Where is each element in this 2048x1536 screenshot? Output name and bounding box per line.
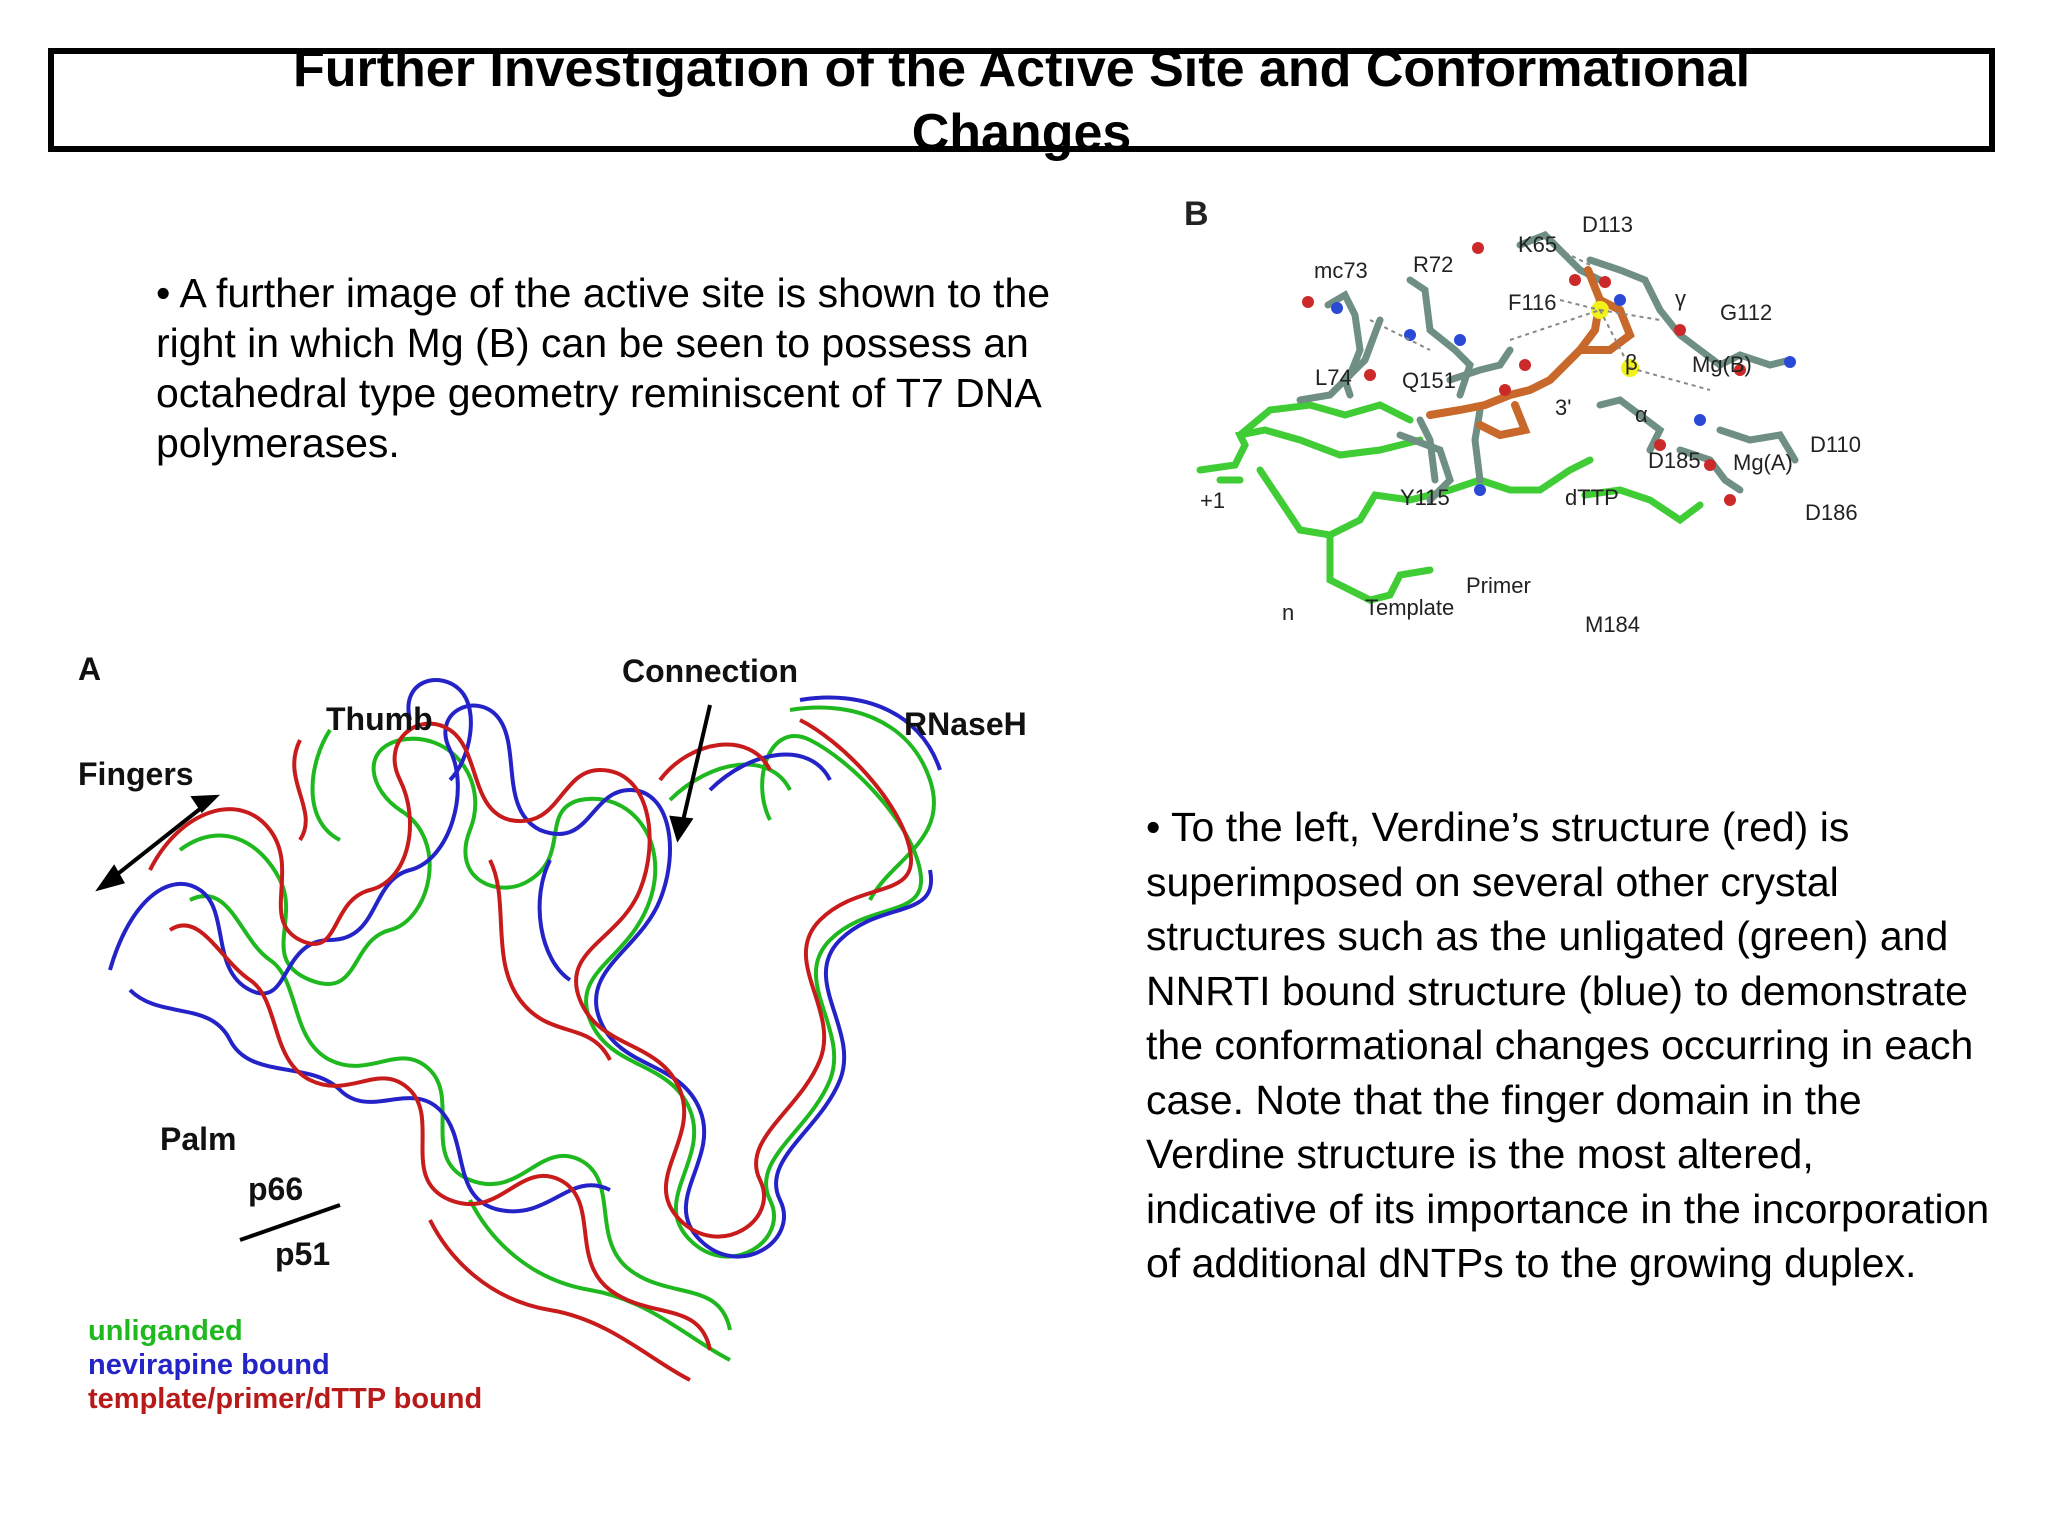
active-site-figure	[1180, 190, 1880, 660]
label-rnaseh: RNaseH	[904, 706, 1027, 742]
legend-template-primer-dttp-bound: template/primer/dTTP bound	[88, 1383, 483, 1415]
panel-label-a: A	[78, 651, 102, 687]
label-fingers: Fingers	[78, 756, 194, 792]
panel-label-b: B	[1184, 195, 1209, 233]
legend-unliganded: unliganded	[88, 1315, 243, 1347]
label-thumb: Thumb	[326, 701, 433, 737]
label-d110: D110	[1810, 432, 1861, 457]
label-alpha: α	[1635, 402, 1648, 427]
label-m184: M184	[1585, 612, 1641, 637]
superposition-description: • To the left, Verdine’s structure (red) is superimposed on several other crystal structures such as the unligated (green) and NNRTI bound structure (blue) to demonstrate the conformational changes occurring in each case. Note that the finger domain in the Verdine structure is the most altered, indicative of its importance in the incorporation of additional dNTPs to the growing duplex.	[1146, 804, 1990, 1286]
label-beta: β	[1625, 350, 1638, 375]
label-plus1: +1	[1200, 488, 1226, 513]
label-three-prime: 3'	[1555, 395, 1572, 420]
label-k65: K65	[1518, 232, 1558, 257]
label-y115: Y115	[1400, 485, 1450, 510]
label-dttp: dTTP	[1565, 485, 1619, 510]
label-mgb: Mg(B)	[1692, 352, 1752, 377]
active-site-description: • A further image of the active site is shown to the right in which Mg (B) can be seen to possess an octahedral type geometry reminiscent of T7 DNA polymerases.	[156, 270, 1051, 466]
label-mc73: mc73	[1314, 258, 1368, 283]
label-primer: Primer	[1466, 573, 1531, 598]
label-d186: D186	[1805, 500, 1858, 525]
title-box	[48, 40, 1995, 162]
active-site-diagram	[1180, 190, 1880, 660]
label-gamma: γ	[1675, 286, 1686, 311]
label-palm: Palm	[160, 1121, 237, 1157]
legend-nevirapine-bound: nevirapine bound	[88, 1349, 330, 1381]
label-mga: Mg(A)	[1733, 450, 1793, 475]
superposition-diagram	[70, 640, 1090, 1440]
superposition-figure	[70, 640, 1090, 1440]
label-r72: R72	[1413, 252, 1454, 277]
nucleic-acid-backbone	[1200, 405, 1700, 600]
legend	[88, 1315, 482, 1415]
label-f116: F116	[1508, 290, 1557, 315]
label-connection: Connection	[622, 653, 798, 689]
label-l74: L74	[1315, 365, 1352, 390]
template-primer-dttp-bound-trace	[150, 720, 911, 1380]
label-template: Template	[1365, 595, 1455, 620]
label-g112: G112	[1720, 300, 1773, 325]
label-n: n	[1282, 600, 1295, 625]
label-p51: p51	[275, 1236, 331, 1272]
slide-title: Further Investigation of the Active Site and Conformational Changes	[292, 40, 1751, 162]
label-d185: D185	[1648, 448, 1701, 473]
label-q151: Q151	[1402, 368, 1456, 393]
label-p66: p66	[248, 1171, 304, 1207]
label-d113: D113	[1582, 212, 1633, 237]
